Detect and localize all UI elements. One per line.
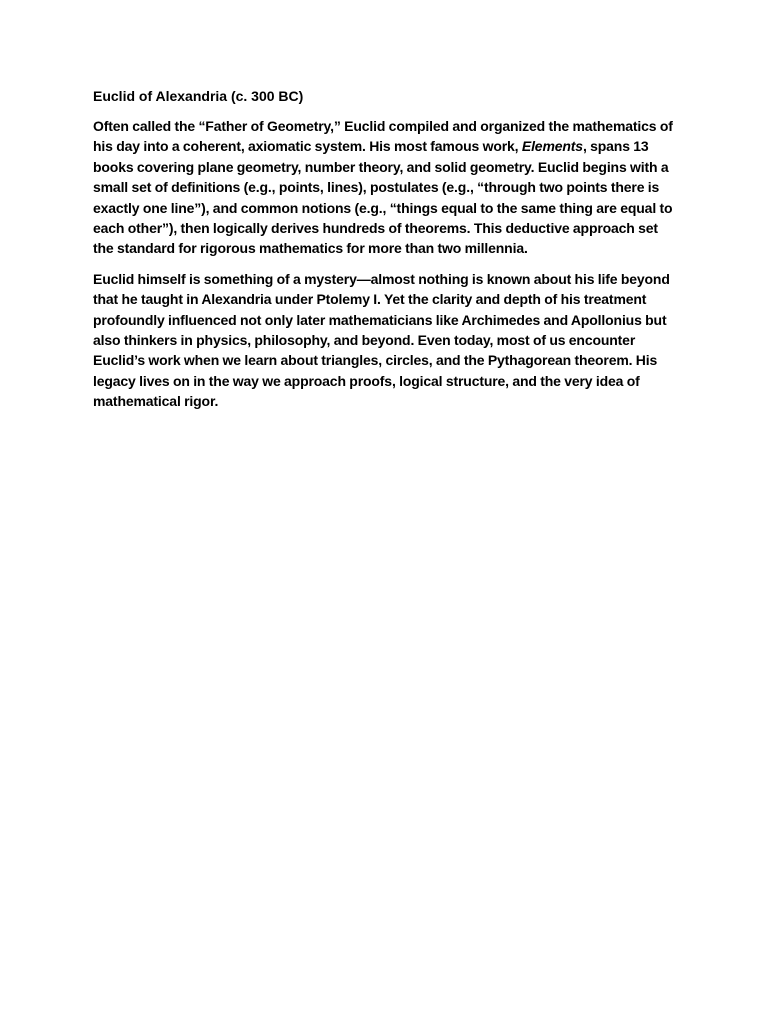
paragraph-1-italic-title: Elements [521,138,583,155]
paragraph-1-text-a: Often called the “Father of Geometry,” Euclid compiled and organized the mathematics of his day into a coherent, axiomatic system. His most famous work, [93,118,673,155]
document-page [93,86,678,422]
paragraph-2: Euclid himself is something of a mystery—almost nothing is known about his life beyond that he taught in Alexandria under Ptolemy I. Yet the clarity and depth of his treatment profoundly influenced not only later mathematicians like Archimedes and Apollonius but also thinkers in physics, philosophy, and beyond. Even today, most of us encounter Euclid’s work when we learn about triangles, circles, and the Pythagorean theorem. His legacy lives on in the way we approach proofs, logical structure, and the very idea of mathematical rigor. [93,270,670,410]
paragraph-1-text-b: , spans 13 books covering plane geometry, number theory, and solid geometry. Euclid begins with a small set of definitions (e.g., points, lines), postulates (e.g., “through two points there is exactly one line”), and common notions (e.g., “things equal to the same thing are equal to each other”), then logically derives hundreds of theorems. This deductive approach set the standard for rigorous mathematics for more than two millennia. [93,138,673,257]
document-title: Euclid of Alexandria (c. 300 BC) [93,88,304,104]
paragraph-1 [93,116,678,259]
